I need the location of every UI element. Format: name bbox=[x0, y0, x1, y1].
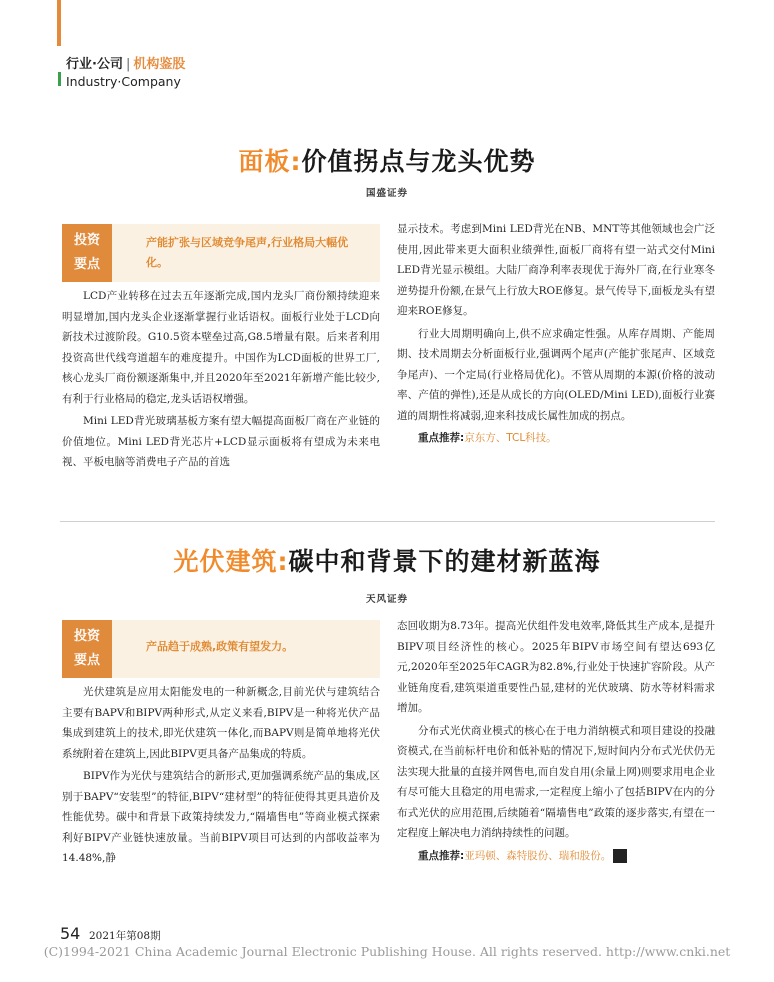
kp-tag-line2: 要点 bbox=[73, 257, 100, 272]
article2-left-paragraph: BIPV作为光伏与建筑结合的新形式,更加强调系统产品的集成,区别于BAPV“安装型”的特征,BIPV“建材型”的特征使得其更具造价及性能优势。碳中和背景下政策持续发力,“隔墙售电”等商业模式探索利好BIPV产业链快速放量。当前BIPV项目可达到的内部收益率为14.48%,静 bbox=[62, 770, 380, 864]
article1-kp-text: 产能扩张与区域竞争尾声,行业格局大幅优化。 bbox=[146, 236, 349, 269]
kp-tag-line1: 投资 bbox=[73, 233, 100, 248]
section-category: 行业·公司 bbox=[66, 57, 123, 72]
article1-title bbox=[0, 142, 774, 178]
article2-title-main: 碳中和背景下的建材新蓝海 bbox=[288, 547, 601, 576]
article1-right-paragraph: 显示技术。考虑到Mini LED背光在NB、MNT等其他领域也会广泛使用,因此带来更大面积业绩弹性,面板厂商将有望一站式交付Mini LED背光显示模组。大陆厂商净利率表现优于海外厂商,在行业寒冬逆势提升份额,在景气上行放大ROE修复。景气传导下,面板龙头有望迎来ROE修复。 bbox=[397, 223, 715, 317]
article2-left-paragraph: 光伏建筑是应用太阳能发电的一种新概念,目前光伏与建筑结合主要有BAPV和BIPV两种形式,从定义来看,BIPV是一种将光伏产品集成到建筑上的技术,即光伏建筑一体化,而BAPV则是简单地将光伏系统附着在建筑上,因此BIPV更具备产品集成的特质。 bbox=[62, 686, 380, 760]
article2-right-column bbox=[397, 616, 715, 866]
rec-label: 重点推荐: bbox=[418, 849, 465, 862]
article1-right-column bbox=[397, 219, 715, 449]
page-number: 54 bbox=[60, 924, 81, 943]
rec-label: 重点推荐: bbox=[418, 432, 465, 444]
section-subcategory: 机构鉴股 bbox=[133, 57, 186, 72]
section-category-en: Industry·Company bbox=[66, 74, 181, 89]
article1-title-accent: 面板: bbox=[238, 147, 302, 176]
article2-kp-tag bbox=[62, 620, 112, 678]
article1-title-main: 价值拐点与龙头优势 bbox=[301, 147, 536, 176]
copyright-line: (C)1994-2021 China Academic Journal Electronic Publishing House. All rights reserved. http://www.cnki.net bbox=[43, 944, 731, 959]
article1-source: 国盛证券 bbox=[365, 188, 408, 199]
article1-kp-tag bbox=[62, 224, 112, 282]
section-separator: | bbox=[125, 57, 131, 72]
section-header bbox=[66, 53, 185, 89]
article2-key-points bbox=[62, 620, 380, 678]
article1-key-points bbox=[62, 224, 380, 282]
article2-title bbox=[0, 542, 774, 578]
article2-kp-text: 产品趋于成熟,政策有望发力。 bbox=[146, 640, 294, 653]
article1-left-column bbox=[62, 286, 380, 473]
article1-recommendation bbox=[397, 428, 715, 449]
article2-right-paragraph: 态回收期为8.73年。提高光伏组件发电效率,降低其生产成本,是提升BIPV项目经济性的核心。2025年BIPV市场空间有望达693亿元,2020年至2025年CAGR为82.8%,行业处于快速扩容阶段。从产业链角度看,建筑渠道重要性凸显,建材的光伏玻璃、防水等材料需求增加。 bbox=[397, 620, 715, 714]
article2-source: 天风证券 bbox=[365, 594, 408, 605]
kp-tag-line2: 要点 bbox=[73, 653, 100, 668]
article1-left-paragraph: LCD产业转移在过去五年逐渐完成,国内龙头厂商份额持续迎来明显增加,国内龙头企业逐渐掌握行业话语权。面板行业处于LCD向新技术过渡阶段。G10.5资本壁垒过高,G8.5增量有限。后来者利用投资高世代线弯道超车的难度提升。中国作为LCD面板的世界工厂,核心龙头厂商份额逐渐集中,并且2020年至2021年新增产能比较少,有利于行业格局的稳定,龙头话语权增强。 bbox=[62, 290, 380, 405]
end-mark-icon: A bbox=[613, 849, 627, 863]
rec-companies: 京东方、TCL科技。 bbox=[464, 432, 557, 444]
article1-right-paragraph: 行业大周期明确向上,供不应求确定性强。从库存周期、产能周期、技术周期去分析面板行业,强调两个尾声(产能扩张尾声、区域竞争尾声)、一个定局(行业格局优化)。不管从周期的本源(价格的波动率、产值的弹性),还是从成长的方向(OLED/Mini LED),面板行业赛道的周期性将减弱,迎来科技成长属性加成的拐点。 bbox=[397, 327, 715, 422]
article2-right-paragraph: 分布式光伏商业模式的核心在于电力消纳模式和项目建设的投融资模式,在当前标杆电价和低补贴的情况下,短时间内分布式光伏仍无法实现大批量的直接并网售电,而自发自用(余量上网)则要求用电企业有尽可能大且稳定的用电需求,一定程度上缩小了包括BIPV在内的分布式光伏的应用范围,后续随着“隔墙售电”政策的逐步落实,有望在一定程度上解决电力消纳持续性的问题。 bbox=[397, 724, 715, 839]
kp-tag-line1: 投资 bbox=[73, 629, 100, 644]
article1-left-paragraph: Mini LED背光玻璃基板方案有望大幅提高面板厂商在产业链的价值地位。Mini LED背光芯片+LCD显示面板将有望成为未来电视、平板电脑等消费电子产品的首选 bbox=[62, 415, 380, 468]
rec-companies: 亚玛顿、森特股份、瑞和股份。 bbox=[464, 849, 612, 862]
article2-recommendation bbox=[397, 846, 715, 867]
top-accent-bar bbox=[57, 0, 61, 46]
issue-label: 2021年第08期 bbox=[89, 930, 161, 942]
section-green-marker bbox=[58, 72, 61, 86]
article2-left-column bbox=[62, 682, 380, 869]
article2-title-accent: 光伏建筑: bbox=[173, 547, 289, 576]
article-divider bbox=[60, 521, 715, 522]
